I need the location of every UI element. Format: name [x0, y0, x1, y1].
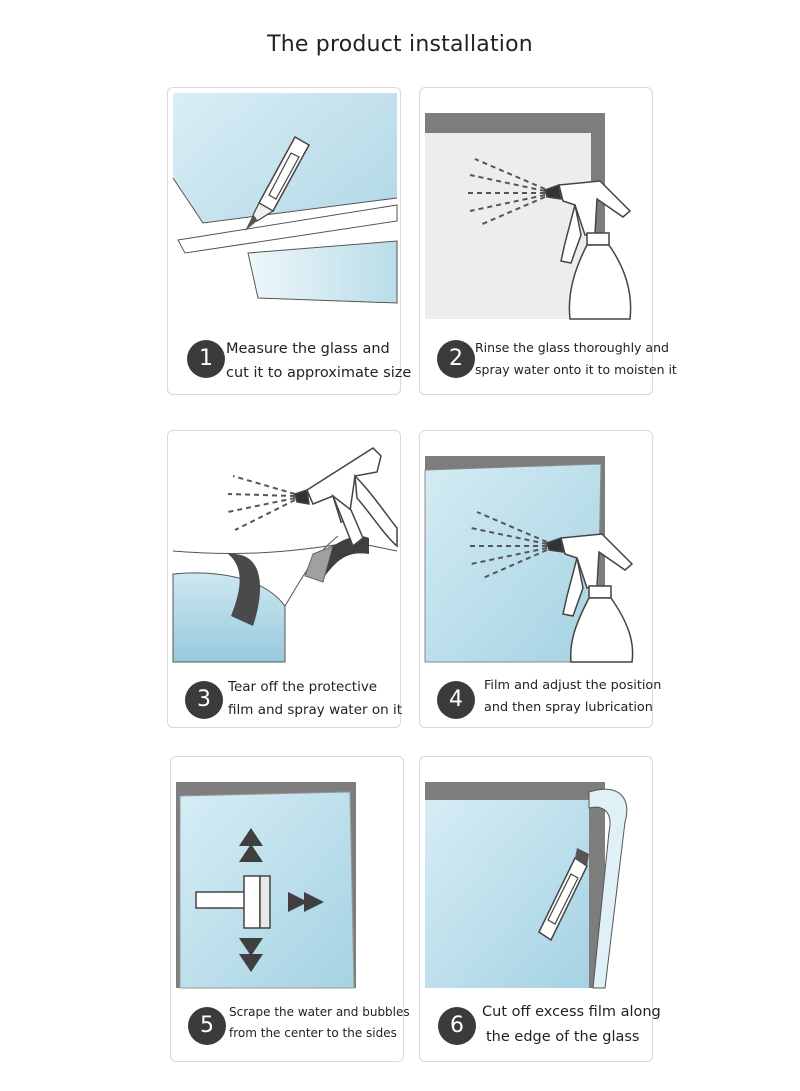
caption-line: the edge of the glass	[486, 1029, 640, 1045]
step-number-badge: 4	[437, 681, 475, 719]
step-card-5	[170, 756, 410, 1062]
step-caption	[226, 337, 411, 385]
step-1-illustration	[173, 93, 397, 319]
step-card-6	[419, 756, 661, 1062]
caption-line: cut it to approximate size	[226, 365, 412, 381]
step-caption	[482, 1000, 661, 1050]
caption-line: Cut off excess film along	[482, 1004, 661, 1020]
step-caption	[475, 337, 677, 381]
step-4-illustration	[425, 436, 649, 662]
step-card-2	[419, 87, 677, 395]
caption-line: Film and adjust the position	[484, 678, 662, 693]
step-number-badge: 1	[187, 340, 225, 378]
step-5-illustration	[176, 762, 400, 988]
step-card-1	[167, 87, 412, 395]
caption-line: from the center to the sides	[229, 1026, 397, 1040]
step-2-illustration	[425, 93, 649, 319]
step-number-badge: 2	[437, 340, 475, 378]
caption-line: Scrape the water and bubbles	[229, 1005, 410, 1019]
step-number-badge: 6	[438, 1007, 476, 1045]
step-6-illustration	[425, 762, 649, 988]
caption-line: film and spray water on it	[228, 702, 402, 718]
caption-line: Measure the glass and	[226, 341, 390, 357]
caption-line: spray water onto it to moisten it	[475, 362, 677, 377]
step-caption	[228, 676, 402, 722]
page-title: The product installation	[267, 32, 533, 57]
caption-line: and then spray lubrication	[484, 700, 653, 715]
step-card-3	[167, 430, 401, 728]
step-3-illustration	[173, 436, 397, 662]
step-caption	[229, 1002, 410, 1044]
step-number-badge: 5	[188, 1007, 226, 1045]
caption-line: Tear off the protective	[228, 679, 378, 695]
step-card-4	[419, 430, 662, 728]
step-number-badge: 3	[185, 681, 223, 719]
step-caption	[484, 675, 661, 719]
caption-line: Rinse the glass thoroughly and	[475, 340, 669, 355]
